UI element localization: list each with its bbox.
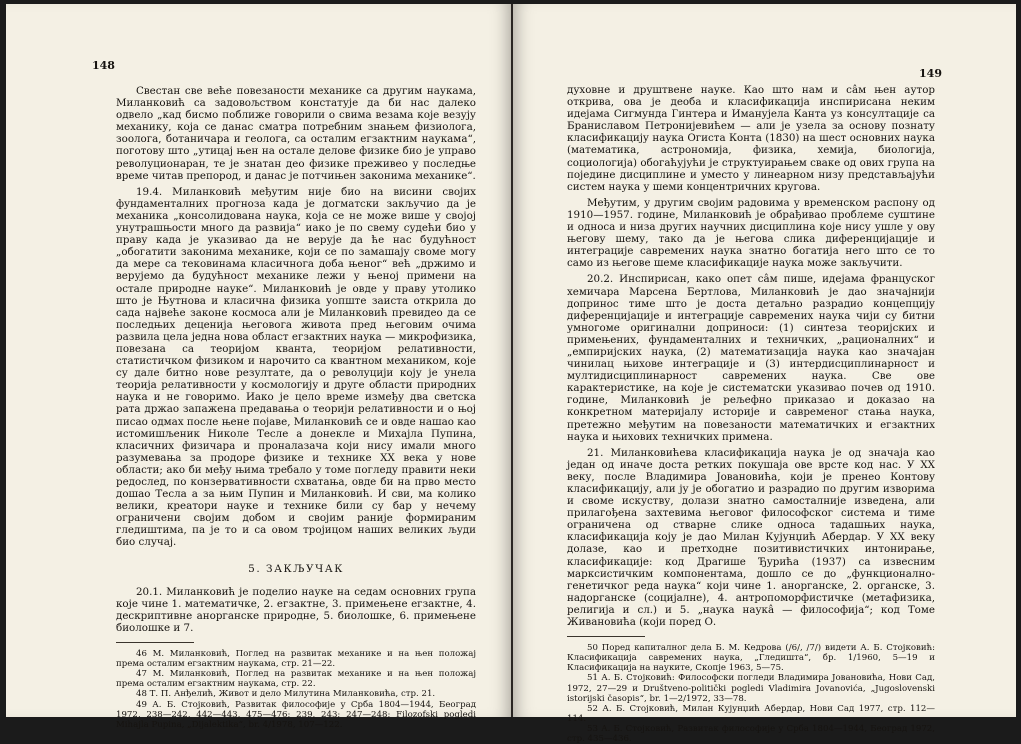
- footnote: 48 Т. П. Анђелић, Живот и дело Милутина Миланковића, стр. 21.: [136, 689, 436, 700]
- footnote-divider: [567, 636, 645, 637]
- paragraph: 19.4. Миланковић међутим није био на висини својих фундаменталних прогноза када је догматски закључио да је механика „консолидована наука, која се не може више у својој унутрашњости много да развија“ иако је по свему судећи био у праву када је указивао да не верује да ће нас будућност „обогатити законима механике, који се по замашају своме могу да мере са тековинама класичнога доба њеног“ већ „држимо и верујемо да будућност механике лежи у њеној примени на остале природне науке“. Миланковић је овде у праву утолико што је Њутнова и класична физика уопште заиста открила до сада највеће законе космоса али је Миланковић превидео да се последњих деценија његовога живота пред његовим очима развила цела једна нова област егзактних наука — микрофизика, повезана са теоријом кванта, теоријом релативности, статистичком физиком и нарочито са квантном механиком, које су дале битно нове резултате, да о револуцији коју је унела теорија релативности у космологију и друге области природних наука и не говоримо. Иако је цело време између два светска рата држао запажена предавања о теорији релативности и о њој писао одмах после њене појаве, Миланковић се и овде нашао као истомишљеник Николе Тесле а донекле и Михајла Пупина, класичних физичара и проналазача који нису имали много разумевања за продоре физике и технике XX века у нове области; ако би међу њима требало у томе погледу правити неки редослед, по конзервативности схватања, овде би на прво место дошао Тесла а за њим Пупин и Миланковић. И сви, ма колико велики, креатори науке и технике били су бар у нечему ограничени својим добом и својим раније формираним гледиштима, па је то и са овом тројицом наших великих људи био случај.: [116, 185, 476, 549]
- paragraph: 20.1. Миланковић је поделио науке на седам основних група које чине 1. математичке, 2. егзактне, 3. примењене егзактне, 4. дескриптивне анорганске природне, 5. биолошке, 6. примењене биолошке и 7.: [116, 585, 476, 634]
- section-heading: 5. ЗАКЉУЧАК: [248, 562, 344, 575]
- paragraph: Међутим, у другим својим радовима у временском распону од 1910—1957. године, Миланковић је обрађивао проблеме суштине и односа и низа других научних дисциплина које нису ушле у ову његову шему, тако да је његова слика диференцијације и интеграције савремених наука знатно богатија него што се то само из његове шеме класификације наука може закључити.: [567, 196, 935, 270]
- footnote: 52 А. Б. Стојковић, Милан Кујунџић Абердар, Нови Сад 1977, стр. 112—114.: [567, 703, 935, 724]
- right-page: [513, 4, 1016, 744]
- page-number: 148: [92, 59, 115, 72]
- footnotes: [567, 643, 935, 744]
- paragraph: 21. Миланковићева класификација наука је од значаја као један од иначе доста ретких покушаја ове врсте код нас. У XX веку, после Владимира Јовановића, који је пренео Контову класификацију, али ју је обогатио и разрадио по другим изворима и своме искуству, долази знатно самосталније изведена, али прилагођена захтевима његовог философског система и тиме ограничена од стварне слике односа тадашњих наука, класификација коју је дао Милан Кујунџић Абердар. У XX веку долазе, као и претходне позитивистичких интонирање, класификације: код Драгише Ђурића (1937) са извесним марксистичким компонентама, дошло се до „функционално-генетичког реда наука“ који чине 1. анорганске, 2. органске, 3. надорганске (социјалне), 4. антропоморфистичке (метафизика, религија и сл.) и 5. „наука наукâ — философија“; код Томе Живановића (који поред О.: [567, 446, 935, 629]
- footnote-divider: [116, 642, 194, 643]
- left-page-text: [116, 85, 476, 730]
- left-page: [6, 4, 511, 730]
- footnote: 50 Поред капиталног дела Б. М. Кедрова (/6/, /7/) видети А. Б. Стојковић: Класификација савремених наука, „Гледишта“, бр. 1/1960, 5—19 и Класификација на науките, Скопје 1963, 5—75.: [567, 643, 935, 674]
- paragraph: Свестан све веће повезаности механике са другим наукама, Миланковић са задовољством констатује да би нас далеко одвело „кад бисмо поближе говорили о свима везама које везују механику, која се данас сматра потребним знањем физиолога, зоолога, ботаничара и геолога, са осталим егзактним наукама“, поготову што „утицај њен на остале деловe физике био је управо револуционаран, те је знатан део физике преживео у последње време читав препород, и данас је потчињен законима механике“.: [116, 85, 476, 182]
- footnote: 46 М. Миланковић, Поглед на развитак механике и на њен положај према осталим егзактним наукама, стр. 21—22.: [116, 649, 476, 670]
- right-page-text: [567, 84, 935, 744]
- page-number: 149: [919, 67, 942, 80]
- footnotes: [116, 649, 476, 730]
- footnote: 47 М. Миланковић, Поглед на развитак механике и на њен положај према осталим егзактним наукама, стр. 22.: [116, 669, 476, 690]
- footnote: 53 А. Б. Стојковић, Развитак философије у Срба 1804—1944, Београд 1972, стр. 435—436.: [567, 723, 935, 744]
- footnote: 51 А. Б. Стојковић: Философски погледи Владимира Јовановића, Нови Сад, 1972, 27—29 и Društveno-politički pogledi Vladimira Jovanovića, „Jugoslovenski istorijski časopis“, br. 1—2/1972, 33—78.: [567, 673, 935, 704]
- footnote: 49 А. Б. Стојковић, Развитак философије у Срба 1804—1944, Београд 1972, 238—242, 442—443, 475—476; 239, 243; 247—248; Filozofski pogledi Mihajla Pupina, „Dijalektika“, br. 4/1978, 107—122.: [116, 699, 476, 730]
- paragraph: 20.2. Инспирисан, како опет сâм пише, идејама француског хемичара Марсена Бертлова, Миланковић је дао значајнији допринос тиме што је доста детаљно разрадио концепцију диференцијације и интеграције савремених наука чији су битни умногоме оригинални доприноси: (1) синтеза теоријских и примењених, фундаменталних и техничких, „рационалних“ и „емпиријских наука, (2) математизација наука као значајан чинилац њихове интеграције и (3) интердисциплинарност и мултидисциплинарност савремених наука. Све ове карактеристике, на које је систематски указивао почев од 1910. године, Миланковић је рељефно приказао и доказао на конкретном материјалу историје и савременог стања наука, претежно међутим на повезаности математичких и егзактних наука и њихових техничких примена.: [567, 273, 935, 443]
- paragraph: духовне и друштвене науке. Као што нам и сâм њен аутор открива, ова је деоба и класификација инспирисана неким идејама Сигмунда Гинтера и Иманујела Канта уз консултације са Браниславом Петронијевићем — али је узела за основу познату класификацију наука Огиста Конта (1830) на шест основних наука (математика, астрономија, физика, хемија, биологија, социологија) обогаћујући је структуирањем сваке од ових група на поједине дисциплине и уместо у линеарном низу представљајући систем наука у шеми концентричних кругова.: [567, 84, 935, 193]
